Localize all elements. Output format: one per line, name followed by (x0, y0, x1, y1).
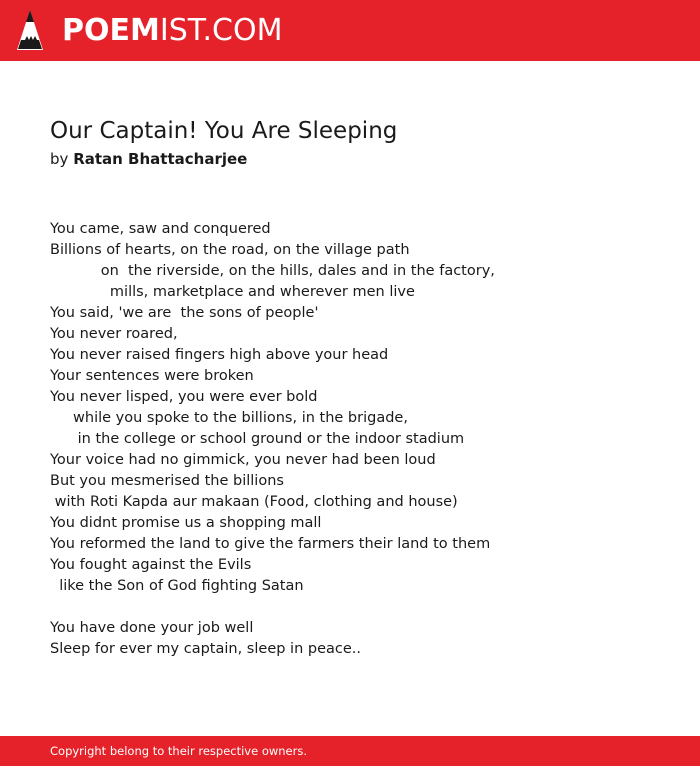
poem-line: You said, 'we are the sons of people' (50, 305, 319, 321)
logo-text-light: IST.COM (159, 13, 283, 48)
site-header (0, 0, 700, 61)
site-footer (0, 736, 700, 766)
byline (50, 148, 247, 170)
poem-title: Our Captain! You Are Sleeping (50, 118, 398, 144)
poem-line: Sleep for ever my captain, sleep in peace.. (50, 641, 361, 657)
by-label: by (50, 150, 69, 168)
poem-line: like the Son of God fighting Satan (50, 578, 304, 594)
poem-line: You came, saw and conquered (50, 221, 271, 237)
poem-line (50, 597, 680, 618)
poem-line: with Roti Kapda aur makaan (Food, clothing and house) (50, 494, 458, 510)
poem-line: in the college or school ground or the indoor stadium (50, 431, 465, 447)
poem-line: Billions of hearts, on the road, on the village path (50, 242, 410, 258)
author-name: Ratan Bhattacharjee (73, 150, 248, 168)
poem-body (50, 219, 680, 660)
poem-line: But you mesmerised the billions (50, 473, 284, 489)
logo-text-bold: POEM (62, 13, 160, 48)
poem-line: You never raised fingers high above your head (50, 347, 389, 363)
poem-line: You fought against the Evils (50, 557, 252, 573)
poem-line: You reformed the land to give the farmers their land to them (50, 536, 491, 552)
poem-line: while you spoke to the billions, in the brigade, (50, 410, 408, 426)
site-logo[interactable] (62, 10, 282, 52)
copyright-notice: Copyright belong to their respective owners. (50, 744, 308, 758)
poem-line: on the riverside, on the hills, dales and in the factory, (50, 263, 495, 279)
poem-line: You have done your job well (50, 620, 254, 636)
poem-line: mills, marketplace and wherever men live (50, 284, 415, 300)
pencil-icon[interactable] (16, 9, 44, 51)
poem-line: You didnt promise us a shopping mall (50, 515, 322, 531)
poem-line: Your voice had no gimmick, you never had been loud (50, 452, 436, 468)
poem-line: Your sentences were broken (50, 368, 254, 384)
poem-line: You never roared, (50, 326, 178, 342)
poem-line: You never lisped, you were ever bold (50, 389, 318, 405)
